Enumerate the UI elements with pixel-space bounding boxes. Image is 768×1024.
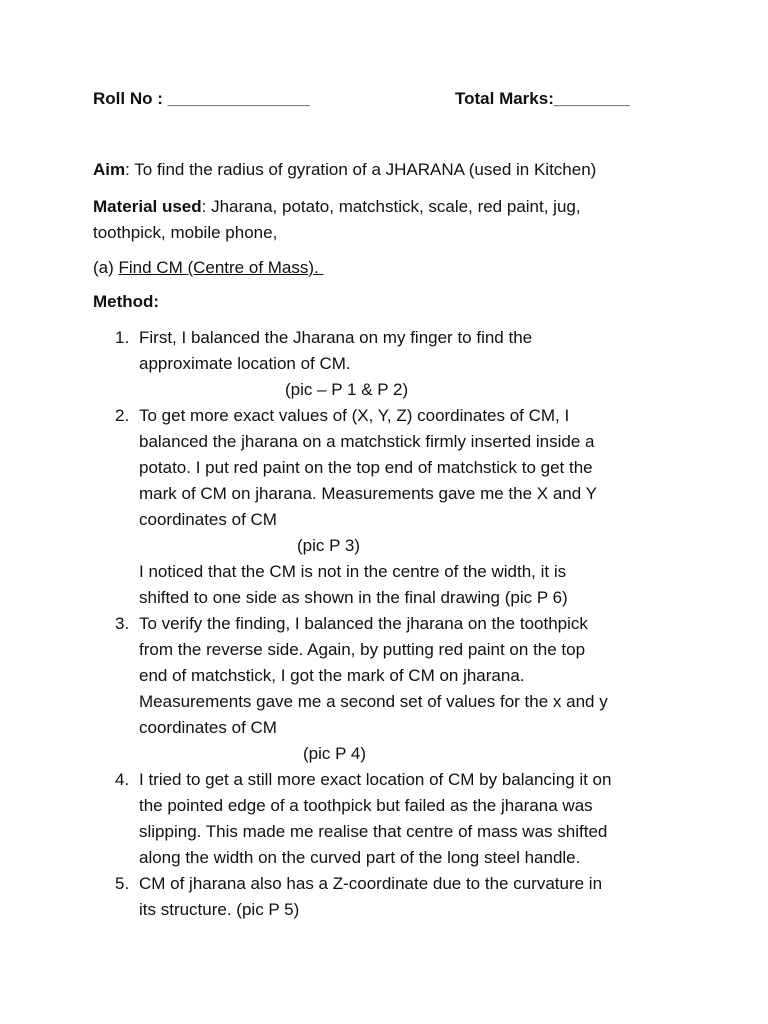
step-line: I tried to get a still more exact location of CM by balancing it on [139, 770, 612, 789]
step-line: shifted to one side as shown in the final drawing (pic P 6) [139, 588, 568, 607]
step-number: 1. [115, 328, 130, 347]
step-number: 3. [115, 614, 130, 633]
section-a-heading [93, 255, 683, 281]
material-text-1: : Jharana, potato, matchstick, scale, red paint, jug, [201, 197, 581, 216]
step-line: approximate location of CM. [139, 354, 351, 373]
material-line-2 [93, 220, 683, 246]
header-row [93, 89, 693, 113]
step-line: CM of jharana also has a Z-coordinate due to the curvature in [139, 874, 603, 893]
step-line: along the width on the curved part of the long steel handle. [139, 848, 581, 867]
material-line-1 [93, 194, 683, 220]
step-line: I noticed that the CM is not in the centre of the width, it is [139, 562, 567, 581]
step-text [139, 871, 683, 923]
step-text [139, 611, 683, 767]
aim-text: : To find the radius of gyration of a JHARANA (used in Kitchen) [125, 160, 597, 179]
list-item [93, 871, 683, 923]
pic-reference: (pic – P 1 & P 2) [285, 380, 409, 399]
list-item [93, 767, 683, 871]
total-marks-field: Total Marks:________ [455, 89, 630, 108]
list-item [93, 403, 683, 611]
step-text [139, 403, 683, 611]
step-line: slipping. This made me realise that centre of mass was shifted [139, 822, 608, 841]
roll-no-field: Roll No : _______________ [93, 89, 310, 108]
pic-reference: (pic P 4) [303, 744, 366, 763]
step-line: the pointed edge of a toothpick but failed as the jharana was [139, 796, 593, 815]
section-a-title: Find CM (Centre of Mass). [118, 258, 324, 277]
step-line: its structure. (pic P 5) [139, 900, 300, 919]
step-line: mark of CM on jharana. Measurements gave me the X and Y [139, 484, 597, 503]
material-text-2: toothpick, mobile phone, [93, 223, 278, 242]
step-text [139, 325, 683, 403]
step-line: To verify the finding, I balanced the jharana on the toothpick [139, 614, 588, 633]
step-number: 4. [115, 770, 130, 789]
step-line: from the reverse side. Again, by putting red paint on the top [139, 640, 586, 659]
step-line: end of matchstick, I got the mark of CM on jharana. [139, 666, 525, 685]
pic-reference: (pic P 3) [297, 536, 360, 555]
step-line: Measurements gave me a second set of values for the x and y [139, 692, 608, 711]
method-heading: Method: [93, 292, 160, 311]
step-number: 5. [115, 874, 130, 893]
step-line: First, I balanced the Jharana on my finger to find the [139, 328, 533, 347]
step-line: balanced the jharana on a matchstick firmly inserted inside a [139, 432, 595, 451]
step-line: coordinates of CM [139, 718, 277, 737]
section-a-prefix: (a) [93, 258, 119, 277]
list-item [93, 611, 683, 767]
method-steps-list [93, 325, 683, 923]
step-text [139, 767, 683, 871]
aim-line [93, 157, 683, 183]
step-line: coordinates of CM [139, 510, 277, 529]
step-number: 2. [115, 406, 130, 425]
list-item [93, 325, 683, 403]
material-label: Material used [93, 197, 202, 216]
aim-label: Aim [93, 160, 126, 179]
step-line: potato. I put red paint on the top end of matchstick to get the [139, 458, 593, 477]
step-line: To get more exact values of (X, Y, Z) coordinates of CM, I [139, 406, 570, 425]
